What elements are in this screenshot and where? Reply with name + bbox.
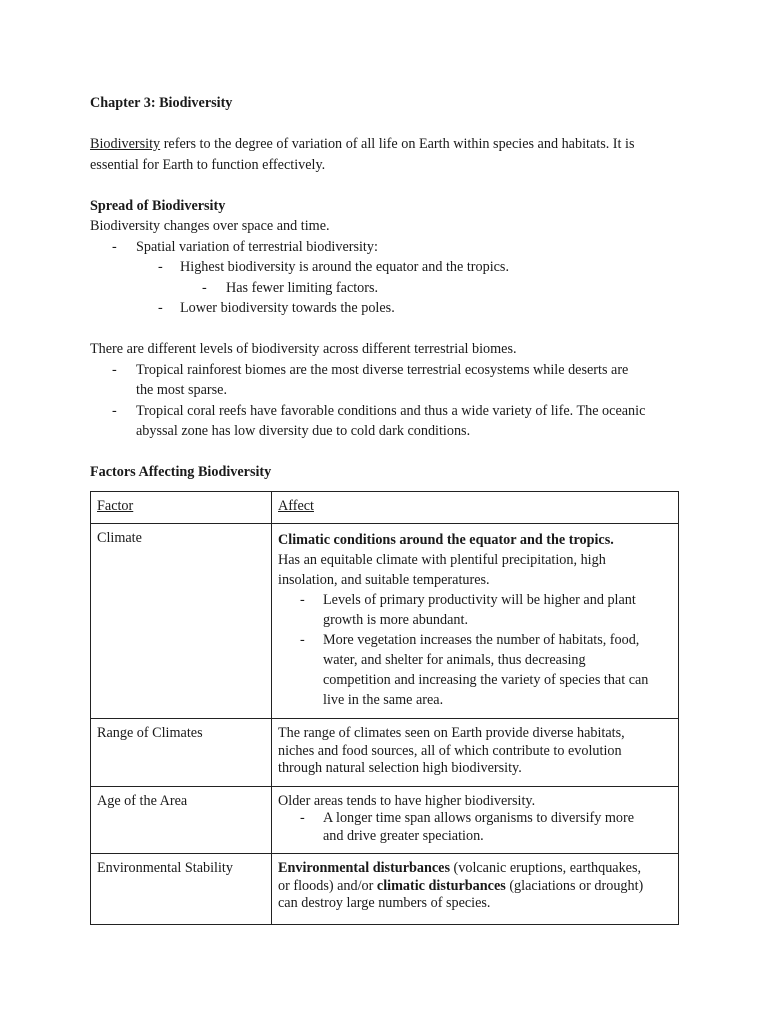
factors-heading: Factors Affecting Biodiversity: [90, 464, 272, 480]
spread-heading: Spread of Biodiversity: [90, 197, 226, 214]
factor-stability: Environmental Stability: [91, 854, 272, 925]
stability-text-1: (volcanic eruptions, earthquakes,: [449, 860, 642, 876]
range-line-1: The range of climates seen on Earth provide diverse habitats,: [278, 725, 625, 741]
age-bullet-1a: A longer time span allows organisms to diversify more: [323, 810, 635, 826]
header-factor-label: Factor: [97, 498, 134, 514]
list-item: - Tropical coral reefs have favorable conditions and thus a wide variety of life. The oceanic abyssal zone has low diversity due to cold dark conditions.: [112, 402, 646, 439]
stability-bold-1: Environmental disturbances: [278, 860, 450, 876]
stability-text-2a: or floods) and/or: [278, 877, 377, 894]
climate-line-1: Has an equitable climate with plentiful precipitation, high: [278, 552, 606, 568]
table-row: [91, 524, 679, 719]
table-header-row: [91, 492, 679, 524]
list-item: - Levels of primary productivity will be higher and plant growth is more abundant.: [300, 592, 636, 628]
list-item: - More vegetation increases the number of habitats, food, water, and shelter for animals, thus decreasing competition and increasing the variety of species that can live in the same area.: [300, 632, 649, 708]
affect-stability: [272, 854, 679, 925]
levels-bullet-1b: the most sparse.: [136, 382, 228, 398]
factors-table: [90, 491, 679, 925]
intro-paragraph: [90, 134, 690, 155]
factor-age: Age of the Area: [91, 786, 272, 854]
range-line-2: niches and food sources, all of which contribute to evolution: [278, 742, 622, 759]
range-line-3: through natural selection high biodiversity.: [278, 760, 522, 776]
affect-climate: [272, 524, 679, 719]
list-item: - Highest biodiversity is around the equator and the tropics.: [158, 259, 510, 275]
stability-line-3: can destroy large numbers of species.: [278, 895, 491, 911]
stability-line-1: [278, 860, 672, 878]
header-factor: [91, 492, 272, 524]
spread-bullet-1a-i: Has fewer limiting factors.: [226, 279, 379, 296]
spread-lead: Biodiversity changes over space and time.: [90, 218, 330, 234]
age-bullet-1b: and drive greater speciation.: [323, 827, 484, 844]
list-item: - Has fewer limiting factors.: [202, 279, 379, 296]
stability-bold-2: climatic disturbances: [376, 877, 506, 894]
spread-bullet-1a: Highest biodiversity is around the equator and the tropics.: [180, 259, 510, 275]
stability-line-2: [278, 878, 672, 896]
table-row: [91, 719, 679, 787]
factor-climate: Climate: [91, 524, 272, 719]
levels-bullet-1a: Tropical rainforest biomes are the most diverse terrestrial ecosystems while deserts are: [136, 361, 629, 378]
list-item: - Lower biodiversity towards the poles.: [158, 300, 395, 316]
levels-lead: There are different levels of biodiversity across different terrestrial biomes.: [90, 341, 517, 357]
affect-age: [272, 786, 679, 854]
chapter-title: Chapter 3: Biodiversity: [90, 95, 233, 111]
spread-bullet-1b: Lower biodiversity towards the poles.: [180, 300, 395, 316]
header-affect-label: Affect: [278, 498, 314, 514]
stability-text-2b: (glaciations or drought): [505, 877, 644, 894]
age-line-1: Older areas tends to have higher biodiversity.: [278, 792, 536, 809]
biodiversity-term: Biodiversity: [90, 136, 161, 152]
climate-bold: Climatic conditions around the equator and the tropics.: [278, 532, 614, 548]
document-body: [90, 93, 690, 483]
table-row: [91, 854, 679, 925]
levels-bullet-2b: abyssal zone has low diversity due to cold dark conditions.: [136, 423, 471, 439]
list-item: - Tropical rainforest biomes are the most diverse terrestrial ecosystems while deserts are the most sparse.: [112, 361, 629, 398]
factor-range: Range of Climates: [91, 719, 272, 787]
climate-bullet-2a: More vegetation increases the number of habitats, food,: [323, 632, 640, 648]
climate-bullet-2b: water, and shelter for animals, thus decreasing: [323, 652, 586, 668]
climate-bullet-1a: Levels of primary productivity will be higher and plant: [323, 592, 636, 608]
list-item: - A longer time span allows organisms to diversify more and drive greater speciation.: [300, 810, 635, 844]
intro-text-1: refers to the degree of variation of all life on Earth within species and habitats. It is: [160, 136, 635, 152]
table-row: [91, 786, 679, 854]
climate-bullet-2c: competition and increasing the variety of species that can: [323, 672, 649, 688]
intro-text-2: essential for Earth to function effectively.: [90, 156, 326, 173]
list-item: - Spatial variation of terrestrial biodiversity:: [112, 238, 378, 255]
levels-bullet-2a: Tropical coral reefs have favorable conditions and thus a wide variety of life. The oceanic: [136, 402, 646, 419]
climate-line-2: insolation, and suitable temperatures.: [278, 572, 490, 588]
spread-bullet-1: Spatial variation of terrestrial biodiversity:: [136, 238, 378, 255]
affect-range: [272, 719, 679, 787]
header-affect: [272, 492, 679, 524]
climate-bullet-1b: growth is more abundant.: [323, 612, 468, 628]
climate-bullet-2d: live in the same area.: [323, 692, 444, 708]
